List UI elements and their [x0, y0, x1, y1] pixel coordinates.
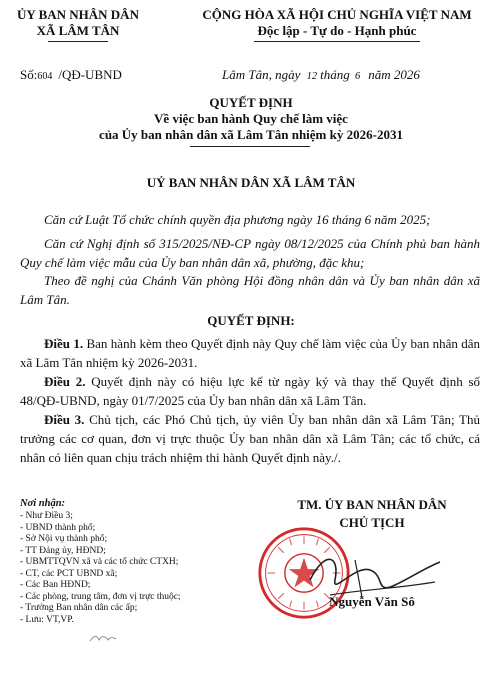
signature-on-behalf: TM. ỦY BAN NHÂN DÂN: [297, 497, 447, 512]
national-motto: Độc lập - Tự do - Hạnh phúc: [257, 23, 417, 38]
recipient-item: - CT, các PCT UBND xã;: [20, 568, 118, 579]
article-2: [20, 372, 480, 410]
article-1-text: Ban hành kèm theo Quyết định này Quy chế làm việc của Ủy ban nhân dân xã Lâm Tân nhiệm kỳ 2026-2031.: [20, 336, 480, 370]
recipient-item: - Lưu: VT,VP.: [20, 614, 74, 625]
recipient-item: - Các Ban HĐND;: [20, 580, 91, 590]
article-1-label: Điều 1.: [44, 336, 84, 351]
recipient-item: - UBMTTQVN xã và các tổ chức CTXH;: [20, 557, 179, 567]
recipient-item: - Trưởng Ban nhân dân các ấp;: [20, 603, 138, 613]
recipient-item: - Các phòng, trung tâm, đơn vị trực thuộc;: [20, 591, 181, 602]
article-3-text: Chủ tịch, các Phó Chủ tịch, ủy viên Ủy ban nhân dân xã Lâm Tân; Thủ trưởng các cơ quan, đơn vị trực thuộc Ủy ban nhân dân xã Lâm Tân; các tổ chức, cá nhân có liên quan chịu trách nhiệm thi hành Quyết định này./.: [20, 412, 480, 465]
title-rule: [190, 146, 310, 147]
issuer-heading: UỶ BAN NHÂN DÂN XÃ LÂM TÂN: [146, 175, 356, 190]
decision-number: Số:604 /QĐ-UBND: [20, 67, 122, 82]
signature-position: CHỦ TỊCH: [339, 515, 405, 530]
decides-heading: QUYẾT ĐỊNH:: [207, 313, 295, 328]
recipients-heading: Nơi nhận:: [20, 498, 66, 509]
article-1: [20, 334, 480, 372]
basis-decree: Căn cứ Nghị định số 315/2025/NĐ-CP ngày 08/12/2025 của Chính phủ ban hành Quy chế làm việc mẫu của Ủy ban nhân dân xã, phường, đặc khu;: [20, 236, 480, 270]
signer-name: Nguyễn Văn Sô: [329, 594, 415, 609]
agency-name: ỦY BAN NHÂN DÂN: [17, 7, 139, 22]
document-subject-line1: Về việc ban hành Quy chế làm việc: [154, 111, 348, 126]
recipient-item: - Sở Nội vụ thành phố;: [20, 534, 108, 544]
article-2-label: Điều 2.: [44, 374, 86, 389]
recipients-list: [20, 511, 181, 626]
article-3: [20, 410, 480, 467]
right-header-rule: [254, 41, 420, 42]
national-title: CỘNG HÒA XÃ HỘI CHỦ NGHĨA VIỆT NAM: [202, 7, 472, 22]
recipient-item: - UBND thành phố;: [20, 522, 96, 533]
article-3-label: Điều 3.: [44, 412, 85, 427]
basis-proposal: Theo đề nghị của Chánh Văn phòng Hội đồng nhân dân và Ủy ban nhân dân xã Lâm Tân.: [20, 273, 480, 307]
article-2-text: Quyết định này có hiệu lực kể từ ngày ký và thay thế Quyết định số 48/QĐ-UBND, ngày 01/7/2025 của Ủy ban nhân dân xã Lâm Tân.: [20, 374, 481, 408]
recipient-item: - TT Đảng ủy, HĐND;: [20, 545, 106, 556]
recipient-item: - Như Điều 3;: [20, 511, 73, 521]
commune-name: XÃ LÂM TÂN: [36, 23, 120, 38]
place-date: Lâm Tân, ngày 12 tháng 6 năm 2026: [222, 67, 420, 82]
basis-law: Căn cứ Luật Tổ chức chính quyền địa phương ngày 16 tháng 6 năm 2025;: [44, 212, 431, 227]
left-header-rule: [48, 41, 108, 42]
document-type: QUYẾT ĐỊNH: [209, 95, 293, 110]
initials-mark: [88, 632, 118, 644]
document-subject-line2: của Ủy ban nhân dân xã Lâm Tân nhiệm kỳ 2026-2031: [99, 127, 403, 142]
